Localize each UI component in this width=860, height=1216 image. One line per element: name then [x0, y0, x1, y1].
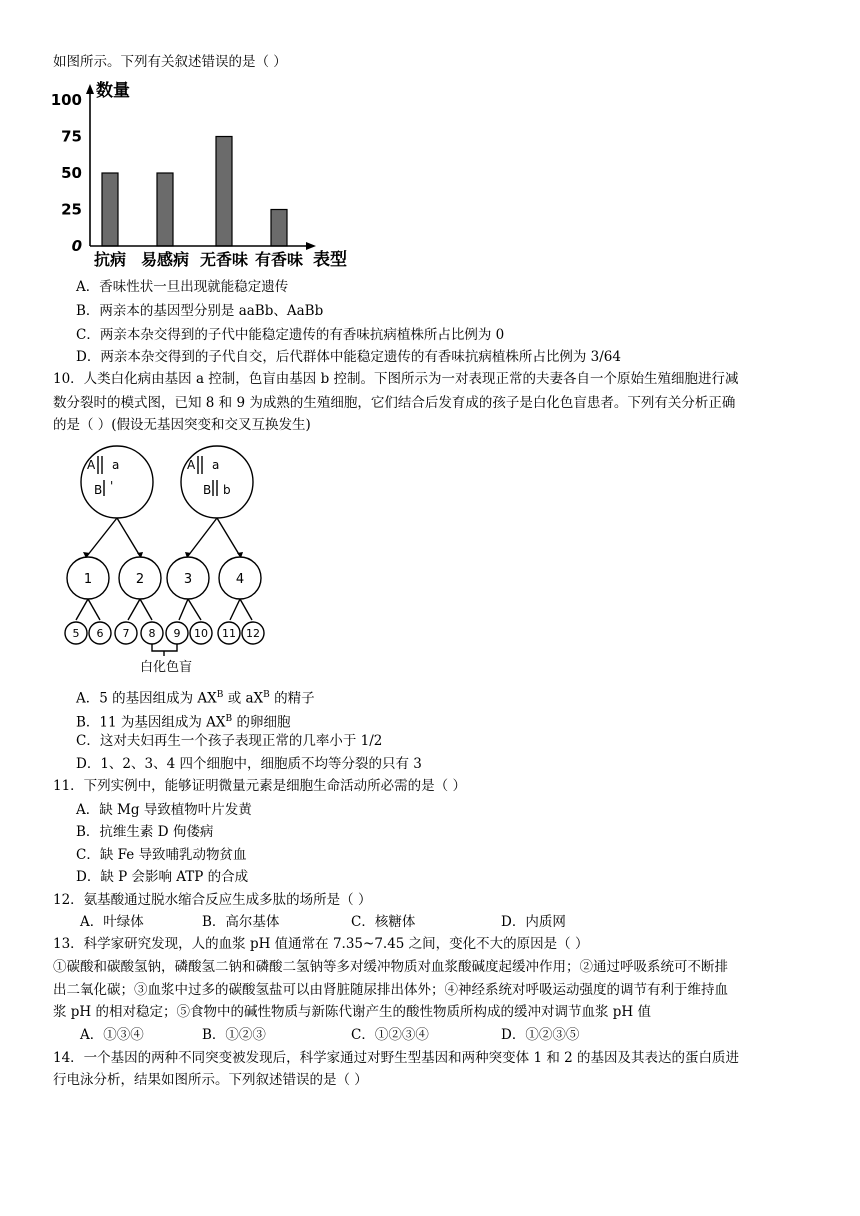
right-gene-B: B	[203, 483, 212, 497]
right-gene-a: a	[212, 458, 220, 472]
child-label: 白化色盲	[139, 660, 193, 675]
x-axis-label: 表型	[313, 250, 347, 270]
q13-option-a: A．①③④	[80, 1027, 144, 1043]
x-category-label: 无香味	[199, 250, 249, 269]
cell-1-label: 1	[83, 572, 93, 587]
left-parent-cell	[81, 446, 153, 518]
y-tick-label: 50	[61, 164, 82, 182]
y-tick-label: 25	[61, 200, 82, 219]
q12-option-c: C．核糖体	[351, 914, 416, 930]
x-category-label: 抗病	[93, 250, 127, 269]
q11-option-b: B．抗维生素 D 佝偻病	[76, 824, 214, 840]
q9-bar-chart	[50, 78, 370, 274]
q9-option-c: C．两亲本杂交得到的子代中能稳定遗传的有香味抗病植株所占比例为 0	[76, 327, 505, 343]
y-axis-label: 数量	[96, 81, 130, 101]
q13-option-d: D．①②③⑤	[501, 1027, 580, 1043]
q12-options	[80, 913, 780, 931]
q13-stem: 13．科学家研究发现，人的血浆 pH 值通常在 7.35~7.45 之间，变化不大的原因是（ ）	[53, 936, 589, 952]
q12-stem: 12．氨基酸通过脱水缩合反应生成多肽的场所是（ ）	[53, 892, 372, 908]
x-category-label: 有香味	[254, 250, 304, 269]
bar-3	[216, 137, 232, 247]
q13-statement-line-3: 浆 pH 的相对稳定；⑤食物中的碱性物质与新陈代谢产生的酸性物质所构成的缓冲对调节血浆 pH 值	[53, 1004, 651, 1020]
q10-meiosis-diagram	[60, 440, 280, 680]
gamete-7-label: 7	[122, 627, 130, 640]
q10-option-c: C．这对夫妇再生一个孩子表现正常的几率小于 1/2	[76, 733, 383, 749]
y-tick-label: 75	[61, 127, 82, 146]
q10-option-d: D．1、2、3、4 四个细胞中，细胞质不均等分裂的只有 3	[76, 756, 422, 772]
q14-stem-line-2: 行电泳分析，结果如图所示。下列叙述错误的是（ ）	[53, 1072, 368, 1088]
q10-stem-line-2: 数分裂时的模式图，已知 8 和 9 为成熟的生殖细胞，它们结合后发育成的孩子是白化色盲患者。下列有关分析正确	[53, 395, 736, 411]
left-gene-A: A	[87, 458, 96, 472]
left-gene-a: a	[112, 458, 120, 472]
q11-option-d: D．缺 P 会影响 ATP 的合成	[76, 869, 249, 885]
q12-option-b: B．高尔基体	[202, 914, 280, 930]
bar-2	[157, 173, 173, 246]
q13-statement-line-2: 出二氧化碳；③血浆中过多的碳酸氢盐可以由肾脏随尿排出体外；④神经系统对呼吸运动强度的调节有利于维持血	[53, 982, 728, 998]
x-axis-arrow	[306, 242, 316, 250]
q12-option-d: D．内质网	[501, 914, 566, 930]
left-gene-B: B	[94, 483, 103, 497]
y-tick-label: 100	[50, 91, 82, 109]
q10-stem-line-3: 的是（ ）(假设无基因突变和交叉互换发生)	[53, 417, 311, 433]
x-category-label: 易感病	[140, 250, 190, 269]
left-gene-y-mark: '	[110, 479, 114, 493]
gamete-10-label: 10	[194, 627, 208, 640]
q13-option-b: B．①②③	[202, 1027, 266, 1043]
y-axis-arrow	[86, 84, 94, 94]
gamete-9-label: 9	[173, 627, 181, 640]
q11-option-a: A．缺 Mg 导致植物叶片发黄	[76, 802, 252, 818]
gamete-8-label: 8	[148, 627, 156, 640]
cell-2-label: 2	[135, 572, 145, 587]
right-gene-b: b	[223, 483, 231, 497]
gamete-11-label: 11	[222, 627, 236, 640]
q13-options	[80, 1026, 780, 1044]
bar-4	[271, 210, 287, 247]
q11-option-c: C．缺 Fe 导致哺乳动物贫血	[76, 847, 247, 863]
right-gene-A: A	[187, 458, 196, 472]
q10-option-b: B．11 为基因组成为 $AX^B$ 的卵细胞	[76, 714, 291, 731]
q9-option-d: D．两亲本杂交得到的子代自交，后代群体中能稳定遗传的有香味抗病植株所占比例为 3/64	[76, 349, 621, 365]
q13-statement-line-1: ①碳酸和碳酸氢钠，磷酸氢二钠和磷酸二氢钠等多对缓冲物质对血浆酸碱度起缓冲作用；②通过呼吸系统可不断排	[53, 959, 728, 975]
cell-3-label: 3	[183, 572, 193, 587]
q9-option-b: B．两亲本的基因型分别是 aaBb、AaBb	[76, 303, 324, 319]
gamete-12-label: 12	[246, 627, 260, 640]
gamete-5-label: 5	[72, 627, 80, 640]
q12-option-a: A．叶绿体	[80, 914, 144, 930]
y-tick-label: 0	[71, 237, 82, 255]
bar-1	[102, 173, 118, 246]
gamete-6-label: 6	[96, 627, 104, 640]
q9-intro: 如图所示。下列有关叙述错误的是（ ）	[53, 54, 287, 70]
q10-option-a: A．5 的基因组成为 $AX^B$ 或 $aX^B$ 的精子	[76, 690, 315, 707]
q11-stem: 11．下列实例中，能够证明微量元素是细胞生命活动所必需的是（ ）	[53, 778, 466, 794]
q9-option-a: A．香味性状一旦出现就能稳定遗传	[76, 279, 289, 295]
q14-stem-line-1: 14．一个基因的两种不同突变被发现后，科学家通过对野生型基因和两种突变体 1 和 2 的基因及其表达的蛋白质进	[53, 1050, 740, 1066]
q13-option-c: C．①②③④	[351, 1027, 429, 1043]
q10-stem-line-1: 10．人类白化病由基因 a 控制，色盲由基因 b 控制。下图所示为一对表现正常的夫妻各自一个原始生殖细胞进行减	[53, 371, 739, 387]
cell-4-label: 4	[235, 572, 245, 587]
